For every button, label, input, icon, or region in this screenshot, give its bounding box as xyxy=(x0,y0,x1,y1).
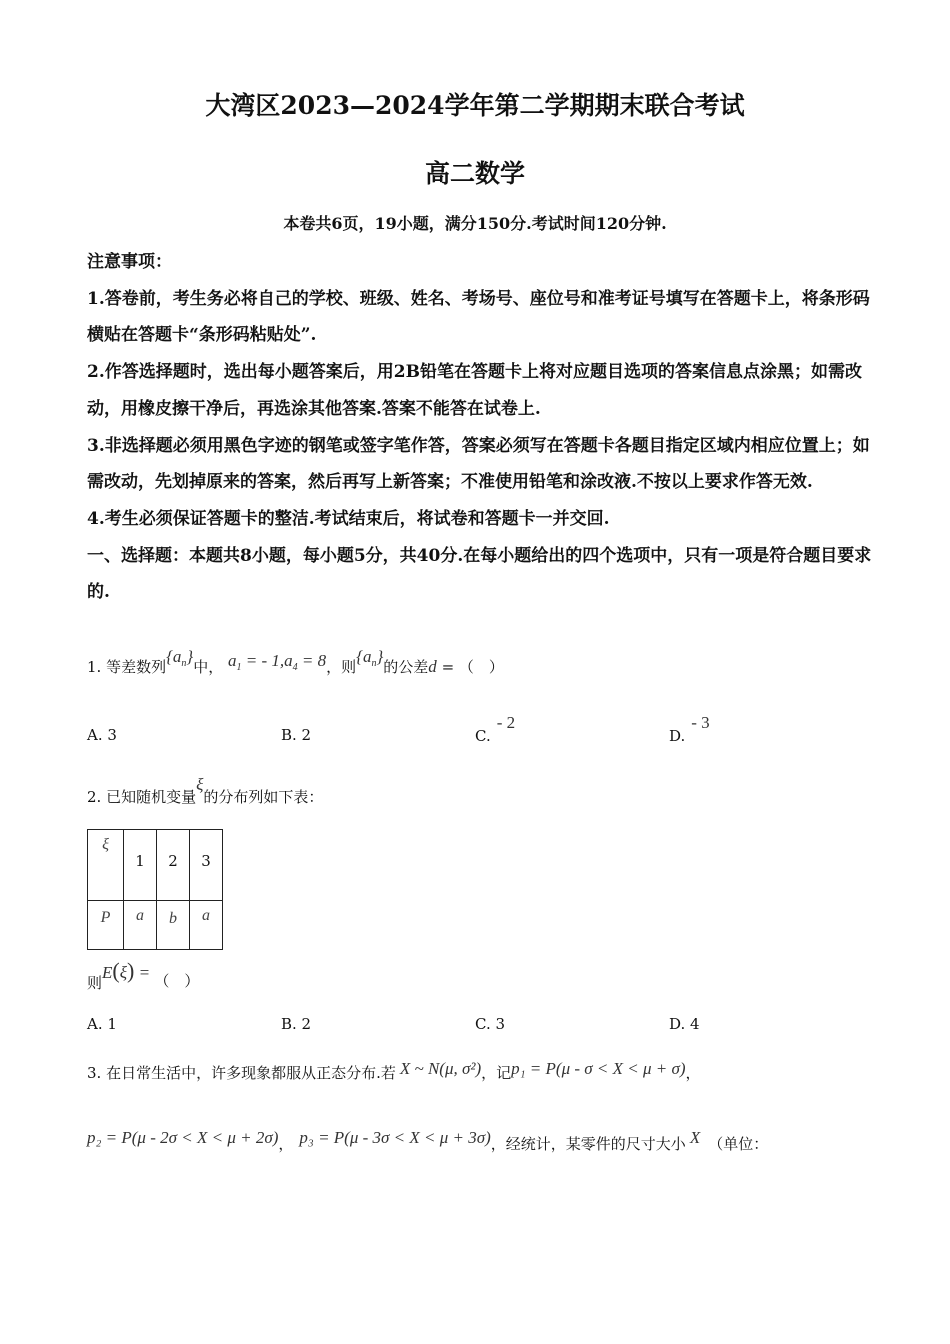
q2-ask-e: E xyxy=(102,963,113,982)
table-cell xyxy=(124,901,157,950)
q3-prefix: 3. 在日常生活中，许多现象都服从正态分布.若 xyxy=(87,1064,396,1082)
q1-option-d-value: - 3 xyxy=(691,713,710,732)
q2-ask-eq: = xyxy=(134,963,155,982)
exam-title: 大湾区2023—2024学年第二学期期末联合考试 xyxy=(205,91,745,120)
table-cell xyxy=(190,830,223,901)
table-cell xyxy=(88,901,124,950)
table-cell xyxy=(124,830,157,901)
table-cell-prob: b xyxy=(169,910,177,927)
q2-expectation: E(ξ) = xyxy=(102,958,155,983)
distribution-table xyxy=(87,829,223,950)
q1-seq-a: a xyxy=(172,647,182,666)
q1-cond-sub1: 1 xyxy=(236,662,242,673)
q1-prefix: 1. 等差数列 xyxy=(87,658,167,676)
q3-unit: （单位： xyxy=(708,1135,769,1153)
q2-ask-paren: （ ） xyxy=(154,972,200,990)
note-item-2: 2.作答选择题时，选出每小题答案后，用2B铅笔在答题卡上将对应题目选项的答案信息点涂黑；如需改动，用橡皮擦干净后，再选涂其他答案.答案不能答在试卷上. xyxy=(87,362,862,419)
q2-option-b: B. 2 xyxy=(281,1015,312,1033)
q1-option-c-label: C. xyxy=(475,727,491,745)
q1-seq2-a: a xyxy=(362,647,372,666)
table-cell-value: 2 xyxy=(168,852,178,870)
table-row xyxy=(88,901,223,950)
table-cell xyxy=(157,830,190,901)
q1-condition xyxy=(228,651,327,673)
q1-eq: = （ ） xyxy=(436,658,504,676)
q1-then: ，则 xyxy=(326,658,357,676)
q2-ask-xi: ξ xyxy=(119,963,128,982)
q1-option-c xyxy=(475,713,516,746)
q2-option-c: C. 3 xyxy=(475,1015,506,1033)
q3-p3: p₃ = P(μ - 3σ < X < μ + 3σ) xyxy=(299,1128,491,1147)
q1-d: d xyxy=(428,657,437,676)
q1-cond-a4: a xyxy=(284,651,293,670)
q3-line1-end: ， xyxy=(685,1064,701,1082)
q2-ask xyxy=(87,958,200,992)
q3-x: X xyxy=(689,1128,701,1147)
q2-option-a: A. 1 xyxy=(87,1015,117,1033)
q1-cond-a1: a xyxy=(228,651,237,670)
q1-option-d-label: D. xyxy=(669,727,686,745)
table-cell xyxy=(190,901,223,950)
table-cell-p: P xyxy=(100,909,111,926)
q2-prefix: 2. 已知随机变量 xyxy=(87,788,197,806)
table-cell-prob: a xyxy=(136,907,144,924)
q1-option-a: A. 3 xyxy=(87,726,117,744)
exam-subject: 高二数学 xyxy=(424,159,525,188)
q3-distribution: X ~ N(μ, σ²) xyxy=(399,1059,482,1078)
q1-seq: $\{a_n\}$ xyxy=(166,647,194,669)
note-item-4: 4.考生必须保证答题卡的整洁.考试结束后，将试卷和答题卡一并交回. xyxy=(87,508,610,529)
q1-cond-eq2: = 8 xyxy=(297,651,327,670)
q2-suffix: 的分布列如下表： xyxy=(203,788,324,806)
note-item-1: 1.答卷前，考生务必将自己的学校、班级、姓名、考场号、座位号和准考证号填写在答题卡上，将条形码横贴在答题卡“条形码粘贴处”. xyxy=(87,288,870,346)
table-cell xyxy=(88,830,124,901)
q3-tail: ，经统计，某零件的尺寸大小 xyxy=(490,1135,686,1153)
q1-option-d xyxy=(669,713,710,746)
exam-info: 本卷共6页，19小题，满分150分.考试时间120分钟. xyxy=(283,214,667,233)
q3-p2: p₂ = P(μ - 2σ < X < μ + 2σ) xyxy=(87,1128,279,1147)
q1-tail: 的公差 xyxy=(383,658,429,676)
q1-option-c-value: - 2 xyxy=(496,713,516,732)
q2-xi: ξ xyxy=(196,775,204,794)
q3-mid: ，记 xyxy=(481,1064,512,1082)
q1-mid: 中， xyxy=(193,658,224,676)
notes-block xyxy=(87,244,877,611)
question-2 xyxy=(87,775,324,807)
section-heading: 一、选择题：本题共8小题，每小题5分，共40分.在每小题给出的四个选项中，只有一项是符合题目要求的. xyxy=(87,545,872,603)
q3-sep: ， xyxy=(278,1135,294,1153)
q1-seq-2: $\{a_n\}$ xyxy=(356,647,384,669)
table-cell-value: 1 xyxy=(135,852,145,870)
question-3-line-1 xyxy=(87,1058,701,1082)
question-1 xyxy=(87,647,504,679)
table-row xyxy=(88,830,223,901)
table-cell-value: 3 xyxy=(201,852,211,870)
table-cell-prob: a xyxy=(202,907,210,924)
table-cell xyxy=(157,901,190,950)
q1-seq-n: n xyxy=(181,658,187,669)
q2-ask-prefix: 则 xyxy=(87,974,103,992)
note-item-3: 3.非选择题必须用黑色字迹的钢笔或签字笔作答，答案必须写在答题卡各题目指定区域内相应位置上；如需改动，先划掉原来的答案，然后再写上新答案；不准使用铅笔和涂改液.不按以上要求作答无效. xyxy=(87,435,870,493)
q2-option-d: D. 4 xyxy=(669,1015,700,1033)
notes-heading: 注意事项： xyxy=(87,252,172,272)
q3-p1: p₁ = P(μ - σ < X < μ + σ) xyxy=(511,1059,686,1078)
table-cell-xi: ξ xyxy=(102,836,109,853)
q1-cond-eq1: = - 1, xyxy=(241,651,285,670)
q1-seq2-n: n xyxy=(371,658,377,669)
question-3-line-2 xyxy=(87,1127,769,1153)
q1-cond-sub4: 4 xyxy=(292,662,298,673)
q1-option-b: B. 2 xyxy=(281,726,312,744)
